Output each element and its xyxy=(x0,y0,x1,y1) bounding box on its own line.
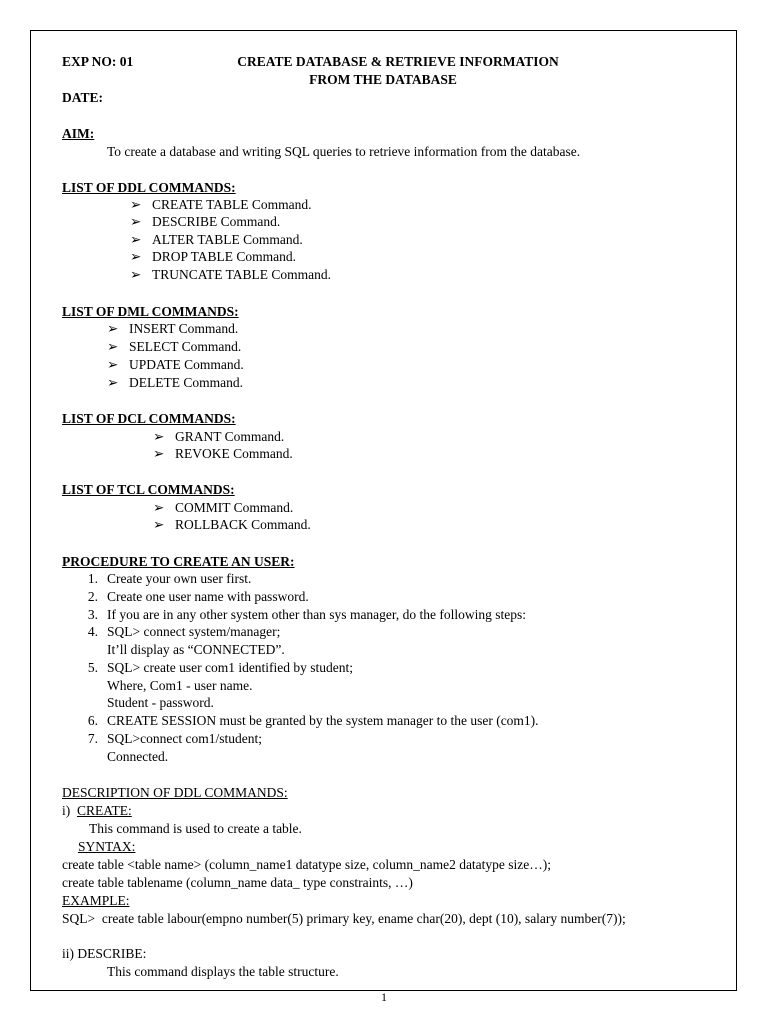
procedure-heading: PROCEDURE TO CREATE AN USER: xyxy=(62,554,295,569)
syntax-line: create table tablename (column_name data_ type constraints, …) xyxy=(62,875,413,890)
arrow-bullet-icon: ➢ xyxy=(153,446,165,461)
procedure-step: 5. SQL> create user com1 identified by student; xyxy=(87,660,354,675)
syntax-label: SYNTAX: xyxy=(78,839,136,854)
create-subheading: i) CREATE: xyxy=(62,803,132,818)
title-line-2: FROM THE DATABASE xyxy=(309,72,457,87)
procedure-step: 6. CREATE SESSION must be granted by the system manager to the user (com1). xyxy=(87,713,539,728)
procedure-step: 3. If you are in any other system other than sys manager, do the following steps: xyxy=(87,607,526,622)
dml-item: ➢ UPDATE Command. xyxy=(107,357,244,372)
exp-number: EXP NO: 01 xyxy=(62,54,134,69)
dml-item: ➢ INSERT Command. xyxy=(107,321,239,336)
procedure-step: 4. SQL> connect system/manager; xyxy=(87,624,281,639)
page-number: 1 xyxy=(381,990,387,1004)
title-line-1: CREATE DATABASE & RETRIEVE INFORMATION xyxy=(237,54,559,69)
arrow-bullet-icon: ➢ xyxy=(130,197,142,212)
procedure-step-note: It’ll display as “CONNECTED”. xyxy=(107,642,285,657)
aim-heading: AIM: xyxy=(62,126,95,141)
tcl-item: ➢ COMMIT Command. xyxy=(153,500,294,515)
arrow-bullet-icon: ➢ xyxy=(107,339,119,354)
arrow-bullet-icon: ➢ xyxy=(130,267,142,282)
procedure-step-note: Connected. xyxy=(107,749,169,764)
ddl-item: ➢ DROP TABLE Command. xyxy=(130,249,297,264)
arrow-bullet-icon: ➢ xyxy=(107,357,119,372)
tcl-item: ➢ ROLLBACK Command. xyxy=(153,517,311,532)
arrow-bullet-icon: ➢ xyxy=(153,429,165,444)
ddl-item: ➢ DESCRIBE Command. xyxy=(130,214,281,229)
syntax-line: create table <table name> (column_name1 datatype size, column_name2 datatype size…); xyxy=(62,857,552,872)
aim-text: To create a database and writing SQL queries to retrieve information from the database. xyxy=(107,144,581,159)
dml-item: ➢ DELETE Command. xyxy=(107,375,243,390)
ddl-heading: LIST OF DDL COMMANDS: xyxy=(62,180,236,195)
describe-description: This command displays the table structure. xyxy=(107,964,339,979)
dcl-item: ➢ GRANT Command. xyxy=(153,429,285,444)
dcl-heading: LIST OF DCL COMMANDS: xyxy=(62,411,236,426)
dml-item: ➢ SELECT Command. xyxy=(107,339,242,354)
tcl-heading: LIST OF TCL COMMANDS: xyxy=(62,482,235,497)
arrow-bullet-icon: ➢ xyxy=(153,517,165,532)
ddl-item: ➢ TRUNCATE TABLE Command. xyxy=(130,267,332,282)
procedure-step-note: Student - password. xyxy=(107,695,214,710)
describe-subheading: ii) DESCRIBE: xyxy=(62,946,147,961)
arrow-bullet-icon: ➢ xyxy=(130,249,142,264)
ddl-item: ➢ ALTER TABLE Command. xyxy=(130,232,303,247)
arrow-bullet-icon: ➢ xyxy=(107,321,119,336)
arrow-bullet-icon: ➢ xyxy=(107,375,119,390)
dml-heading: LIST OF DML COMMANDS: xyxy=(62,304,239,319)
procedure-step: 2. Create one user name with password. xyxy=(87,589,309,604)
procedure-step: 1. Create your own user first. xyxy=(87,571,252,586)
page-border xyxy=(30,30,737,991)
example-label: EXAMPLE: xyxy=(62,893,130,908)
procedure-step-note: Where, Com1 - user name. xyxy=(107,678,253,693)
arrow-bullet-icon: ➢ xyxy=(130,232,142,247)
arrow-bullet-icon: ➢ xyxy=(130,214,142,229)
arrow-bullet-icon: ➢ xyxy=(153,500,165,515)
dcl-item: ➢ REVOKE Command. xyxy=(153,446,293,461)
example-line: SQL> create table labour(empno number(5) primary key, ename char(20), dept (10), salary number(7)); xyxy=(62,911,626,926)
create-description: This command is used to create a table. xyxy=(89,821,302,836)
date-label: DATE: xyxy=(62,90,104,105)
procedure-step: 7. SQL>connect com1/student; xyxy=(87,731,262,746)
description-heading: DESCRIPTION OF DDL COMMANDS: xyxy=(62,785,288,800)
ddl-item: ➢ CREATE TABLE Command. xyxy=(130,197,312,212)
